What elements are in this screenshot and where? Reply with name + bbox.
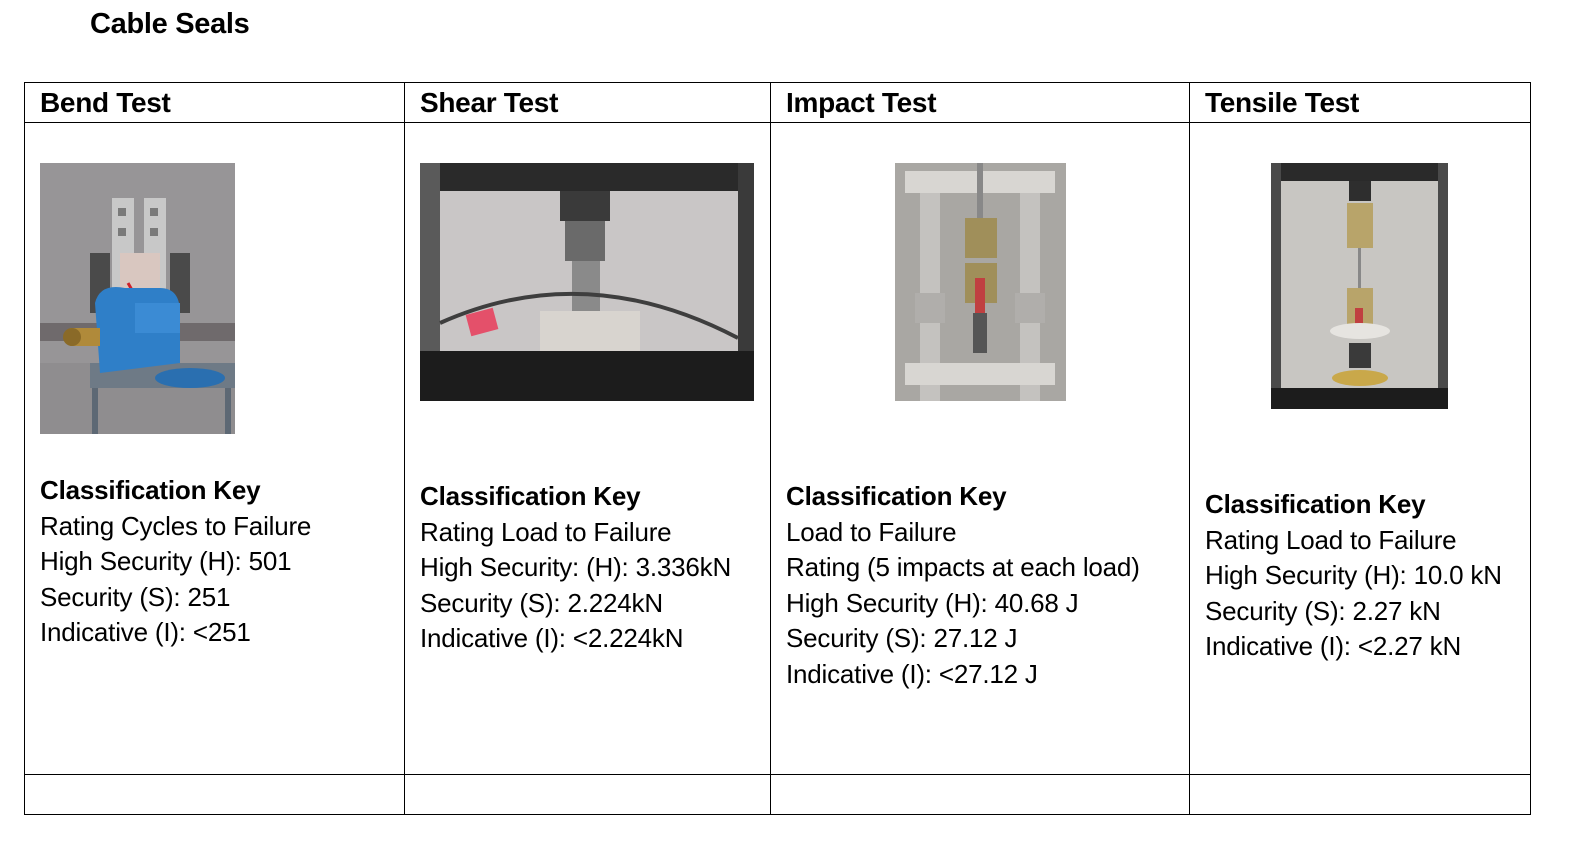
empty-cell bbox=[405, 775, 771, 815]
header-row bbox=[25, 83, 1531, 123]
key-line: Indicative (I): <27.12 J bbox=[786, 658, 1038, 689]
key-line: Indicative (I): <2.27 kN bbox=[1205, 631, 1462, 662]
key-line: Load to Failure bbox=[786, 516, 957, 547]
column-header: Tensile Test bbox=[1190, 83, 1531, 123]
key-line: High Security (H): 10.0 kN bbox=[1205, 560, 1502, 591]
key-line: Security (S): 2.224kN bbox=[420, 587, 663, 618]
key-line: Rating (5 impacts at each load) bbox=[786, 552, 1140, 583]
key-line: Security (S): 2.27 kN bbox=[1205, 595, 1441, 626]
bench-vice-bend-test-photo bbox=[40, 163, 235, 434]
column-header: Bend Test bbox=[25, 83, 405, 123]
classification-key bbox=[420, 479, 731, 657]
tensile-test-machine-photo bbox=[1271, 163, 1448, 409]
empty-cell bbox=[771, 775, 1190, 815]
empty-cell bbox=[1190, 775, 1531, 815]
test-table bbox=[24, 82, 1531, 815]
column-header: Shear Test bbox=[405, 83, 771, 123]
classification-key bbox=[40, 473, 311, 651]
key-line: High Security (H): 40.68 J bbox=[786, 587, 1079, 618]
content-row bbox=[25, 123, 1531, 775]
key-title: Classification Key bbox=[40, 475, 261, 505]
impact-test-rig-photo bbox=[895, 163, 1066, 401]
page-title: Cable Seals bbox=[90, 8, 250, 40]
shear-test-cell bbox=[405, 123, 771, 775]
key-title: Classification Key bbox=[786, 481, 1007, 511]
key-line: High Security (H): 501 bbox=[40, 546, 292, 577]
classification-key bbox=[786, 479, 1140, 693]
key-line: Indicative (I): <251 bbox=[40, 617, 251, 648]
key-title: Classification Key bbox=[420, 481, 641, 511]
column-header: Impact Test bbox=[771, 83, 1190, 123]
empty-row bbox=[25, 775, 1531, 815]
classification-key bbox=[1205, 487, 1502, 665]
impact-test-cell bbox=[771, 123, 1190, 775]
shear-test-machine-photo bbox=[420, 163, 754, 401]
tensile-test-cell bbox=[1190, 123, 1531, 775]
key-line: Rating Cycles to Failure bbox=[40, 510, 312, 541]
key-line: High Security: (H): 3.336kN bbox=[420, 552, 732, 583]
empty-cell bbox=[25, 775, 405, 815]
bend-test-cell bbox=[25, 123, 405, 775]
key-line: Indicative (I): <2.224kN bbox=[420, 623, 684, 654]
key-line: Rating Load to Failure bbox=[420, 516, 672, 547]
key-line: Rating Load to Failure bbox=[1205, 524, 1457, 555]
key-line: Security (S): 251 bbox=[40, 581, 231, 612]
key-line: Security (S): 27.12 J bbox=[786, 623, 1018, 654]
key-title: Classification Key bbox=[1205, 489, 1426, 519]
